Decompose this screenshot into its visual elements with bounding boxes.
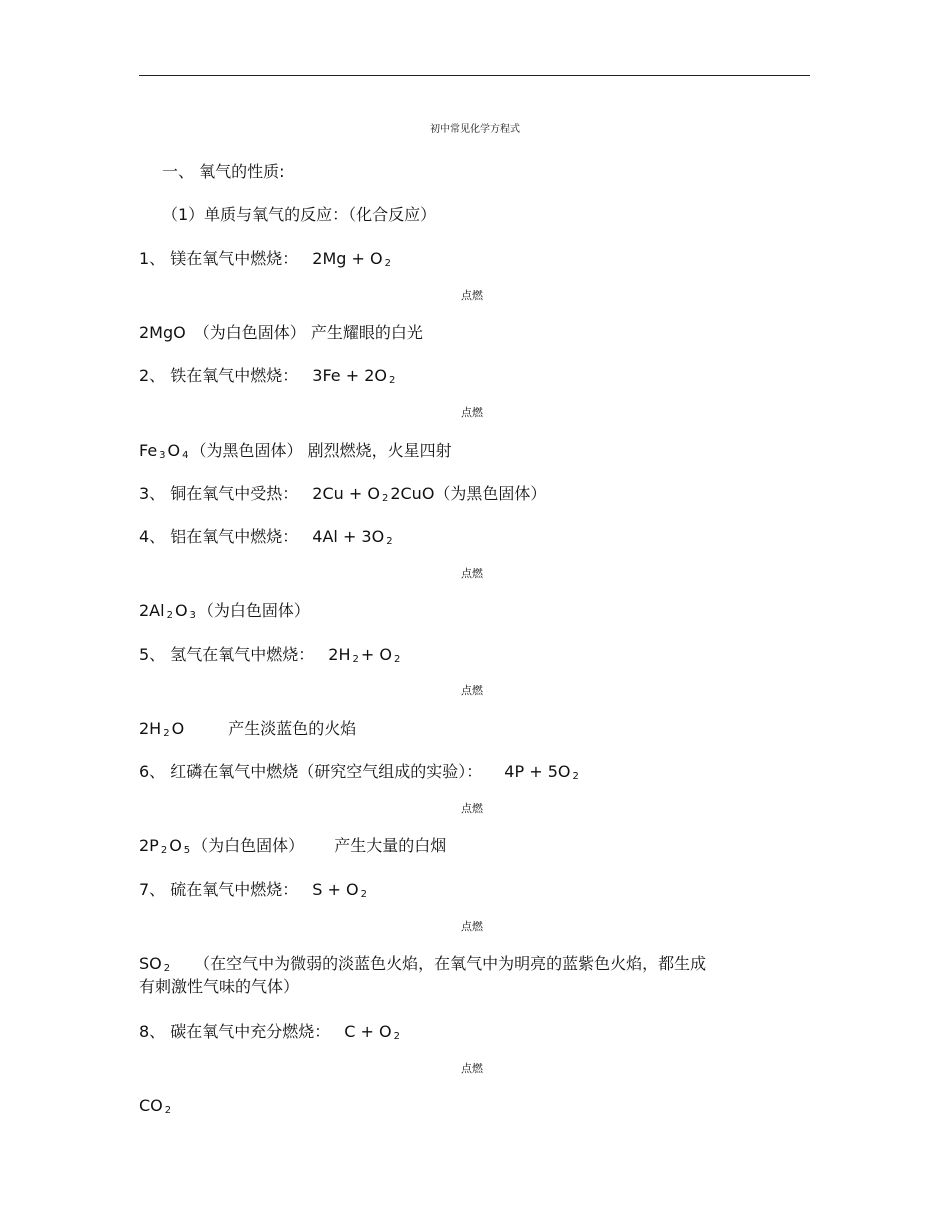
equation-reactants: 2Mg + O — [312, 249, 383, 268]
subscript: 5 — [183, 845, 191, 856]
product: 2H — [139, 719, 162, 738]
reaction-8-line — [139, 1022, 402, 1047]
reaction-6-line — [139, 762, 581, 787]
reaction-condition: 点燃 — [461, 289, 483, 302]
equation-reactants: S + O — [312, 880, 359, 899]
subscript: 2 — [164, 1105, 172, 1116]
reaction-label: 7、 硫在氧气中燃烧： — [139, 880, 299, 899]
reaction-condition: 点燃 — [461, 802, 483, 815]
equation-reactant: + O — [360, 645, 392, 664]
subscript: 2 — [163, 728, 170, 739]
document-title: 初中常见化学方程式 — [430, 124, 520, 135]
reaction-2-line — [139, 366, 397, 391]
subscript: 2 — [360, 889, 367, 900]
product: CO — [139, 1096, 163, 1115]
reaction-4-product — [139, 601, 310, 626]
equation-reactants: 3Fe + 2O — [312, 366, 387, 385]
product: O — [171, 719, 185, 738]
subscript: 2 — [386, 536, 393, 547]
subscript: 3 — [189, 610, 196, 621]
header-rule — [139, 75, 810, 76]
product: 2MgO — [139, 323, 186, 342]
note: 产生大量的白烟 — [334, 836, 447, 855]
reaction-condition: 点燃 — [461, 406, 483, 419]
subscript: 2 — [384, 258, 391, 269]
reaction-6-product — [139, 836, 446, 861]
equation-reactants: 4P + 5O — [504, 762, 571, 781]
subscript: 2 — [393, 654, 401, 665]
reaction-7-line — [139, 880, 369, 905]
note: （为白色固体） — [192, 836, 305, 855]
reaction-2-product — [139, 441, 452, 466]
reaction-5-product — [139, 719, 356, 744]
subscript: 2 — [352, 654, 359, 665]
product: O — [167, 441, 181, 460]
subscript: 4 — [182, 450, 189, 461]
subscript: 3 — [159, 450, 166, 461]
reaction-7-note-cont: 有刺激性气味的气体） — [139, 977, 300, 996]
product: 2Al — [139, 601, 165, 620]
subscript: 2 — [160, 845, 168, 856]
equation-reactants: 4Al + 3O — [312, 527, 385, 546]
subscript: 2 — [388, 375, 396, 386]
product: Fe — [139, 441, 158, 460]
reaction-label: 3、 铜在氧气中受热： — [139, 484, 299, 503]
reaction-label: 8、 碳在氧气中充分燃烧： — [139, 1022, 331, 1041]
reaction-label: 6、 红磷在氧气中燃烧（研究空气组成的实验）： — [139, 762, 483, 781]
note: （为黑色固体） 剧烈燃烧，火星四射 — [190, 441, 452, 460]
note: （在空气中为微弱的淡蓝色火焰，在氧气中为明亮的蓝紫色火焰，都生成 — [194, 954, 707, 973]
product: O — [174, 601, 188, 620]
reaction-condition: 点燃 — [461, 920, 483, 933]
reaction-condition: 点燃 — [461, 684, 483, 697]
reaction-condition: 点燃 — [461, 1062, 483, 1075]
reaction-4-line — [139, 527, 395, 552]
subscript: 2 — [572, 771, 579, 782]
note: 产生淡蓝色的火焰 — [228, 719, 357, 738]
note: （为白色固体） 产生耀眼的白光 — [193, 323, 423, 342]
reaction-label: 5、 氢气在氧气中燃烧： — [139, 645, 315, 664]
subscript: 2 — [393, 1031, 400, 1042]
reaction-label: 2、 铁在氧气中燃烧： — [139, 366, 299, 385]
subscript: 2 — [166, 610, 173, 621]
reaction-5-line — [139, 645, 402, 670]
product: 2CuO（为黑色固体） — [390, 484, 547, 503]
note: （为白色固体） — [197, 601, 310, 620]
subsection-heading: （1）单质与氧气的反应：（化合反应） — [162, 205, 437, 224]
equation-reactant: 2H — [328, 645, 351, 664]
product: SO — [139, 954, 162, 973]
reaction-3-line — [139, 484, 546, 509]
section-heading: 一、 氧气的性质: — [162, 162, 285, 181]
reaction-condition: 点燃 — [461, 567, 483, 580]
subscript: 2 — [163, 963, 171, 974]
product: O — [169, 836, 182, 855]
reaction-label: 4、 铝在氧气中燃烧： — [139, 527, 299, 546]
subscript: 2 — [381, 493, 389, 504]
reaction-1-line — [139, 249, 393, 274]
reaction-label: 1、 镁在氧气中燃烧： — [139, 249, 299, 268]
equation-reactants: 2Cu + O — [312, 484, 380, 503]
reaction-8-product — [139, 1096, 173, 1121]
reaction-1-product — [139, 323, 423, 343]
product: 2P — [139, 836, 159, 855]
reaction-7-product — [139, 954, 706, 979]
equation-reactants: C + O — [344, 1022, 392, 1041]
